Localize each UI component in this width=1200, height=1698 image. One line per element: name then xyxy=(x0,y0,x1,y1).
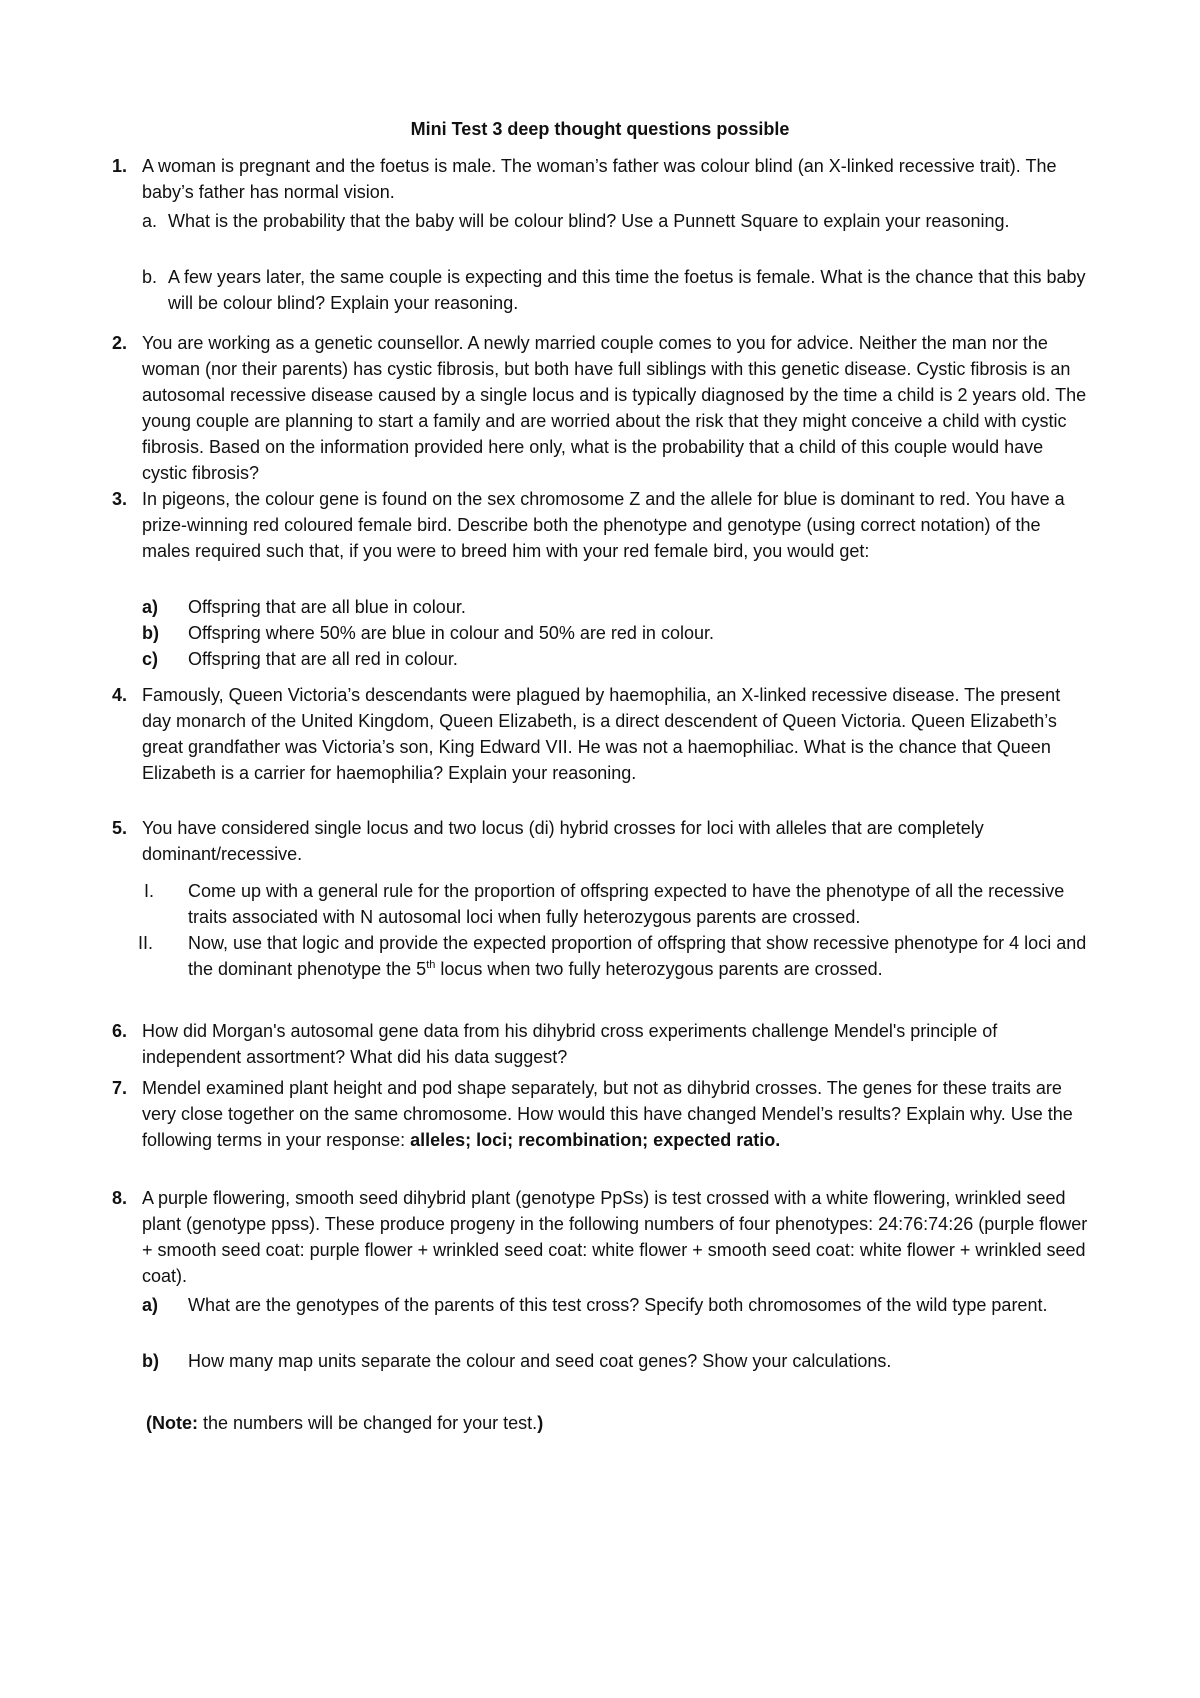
question-number: 2. xyxy=(112,333,128,353)
question-7 xyxy=(0,1075,1200,1153)
question-text-part: Mendel examined plant height and pod shape separately, but not as dihybrid crosses. The genes for these traits are very close together on the same chromosome. How would this have changed Mendel’s results? Explain why. Use the following terms in your response: xyxy=(142,1078,1073,1150)
question-number: 6. xyxy=(112,1021,128,1041)
note-body: the numbers will be changed for your test. xyxy=(198,1413,538,1433)
sub-text: Come up with a general rule for the proportion of offspring expected to have the phenotype of all the recessive traits associated with N autosomal loci when fully heterozygous parents are crossed. xyxy=(188,881,1065,927)
question-number: 7. xyxy=(112,1078,128,1098)
sub-label: b) xyxy=(142,1351,159,1371)
question-3 xyxy=(0,486,1200,564)
sub-text: Offspring that are all red in colour. xyxy=(188,649,458,669)
sub-text: A few years later, the same couple is expecting and this time the foetus is female. What is the chance that this baby will be colour blind? Explain your reasoning. xyxy=(168,267,1086,313)
sub-label: a. xyxy=(142,211,158,231)
question-text: Famously, Queen Victoria’s descendants were plagued by haemophilia, an X-linked recessive disease. The present day monarch of the United Kingdom, Queen Elizabeth, is a direct descendent of Queen Victoria. Queen Elizabeth’s great grandfather was Victoria’s son, King Edward VII. He was not a haemophiliac. What is the chance that Queen Elizabeth is a carrier for haemophilia? Explain your reasoning. xyxy=(142,685,1061,783)
note-close: ) xyxy=(537,1413,544,1433)
note xyxy=(0,1410,1200,1436)
sub-label: b. xyxy=(142,267,158,287)
question-1 xyxy=(0,153,1200,205)
question-3c xyxy=(0,646,1200,672)
key-terms: alleles; loci; recombination; expected ratio. xyxy=(410,1130,781,1150)
note-text xyxy=(146,1410,1200,1436)
question-5-i xyxy=(0,878,1200,930)
sub-label: a) xyxy=(142,1295,159,1315)
sub-text: What is the probability that the baby will be colour blind? Use a Punnett Square to explain your reasoning. xyxy=(168,211,1010,231)
question-6 xyxy=(0,1018,1200,1070)
sub-text: Offspring where 50% are blue in colour and 50% are red in colour. xyxy=(188,623,714,643)
question-3b xyxy=(0,620,1200,646)
question-number: 5. xyxy=(112,818,128,838)
question-text: In pigeons, the colour gene is found on the sex chromosome Z and the allele for blue is dominant to red. You have a prize-winning red coloured female bird. Describe both the phenotype and genotype (using correct notation) of the males required such that, if you were to breed him with your red female bird, you would get: xyxy=(142,489,1065,561)
page-title: Mini Test 3 deep thought questions possible xyxy=(410,119,790,139)
question-number: 4. xyxy=(112,685,128,705)
sub-text: What are the genotypes of the parents of this test cross? Specify both chromosomes of the wild type parent. xyxy=(188,1295,1048,1315)
sub-label: II. xyxy=(138,933,154,953)
sub-label: a) xyxy=(142,597,159,617)
question-4 xyxy=(0,682,1200,786)
question-3a xyxy=(0,594,1200,620)
question-8a xyxy=(0,1292,1200,1318)
question-1a xyxy=(0,208,1200,234)
question-text: You have considered single locus and two locus (di) hybrid crosses for loci with alleles that are completely dominant/recessive. xyxy=(142,818,984,864)
sub-label: c) xyxy=(142,649,159,669)
question-5-ii xyxy=(0,930,1200,982)
question-1b xyxy=(0,264,1200,316)
question-text xyxy=(142,1075,1092,1153)
question-8b xyxy=(0,1348,1200,1374)
question-number: 8. xyxy=(112,1188,128,1208)
note-label: (Note: xyxy=(146,1413,198,1433)
question-text: A purple flowering, smooth seed dihybrid plant (genotype PpSs) is test crossed with a white flowering, wrinkled seed plant (genotype ppss). These produce progeny in the following numbers of four phenotypes: 24:76:74:26 (purple flower + smooth seed coat: purple flower + wrinkled seed coat: white flower + smooth seed coat: white flower + wrinkled seed coat). xyxy=(142,1188,1088,1286)
sub-label: b) xyxy=(142,623,159,643)
question-text: A woman is pregnant and the foetus is male. The woman’s father was colour blind (an X-linked recessive trait). The baby’s father has normal vision. xyxy=(142,156,1057,202)
sub-text: Offspring that are all blue in colour. xyxy=(188,597,466,617)
question-8 xyxy=(0,1185,1200,1289)
sub-text-part: Now, use that logic and provide the expected proportion of offspring that show recessive phenotype for 4 loci and the dominant phenotype the 5 xyxy=(188,933,1087,979)
ordinal-superscript: th xyxy=(426,959,436,971)
question-2 xyxy=(0,330,1200,486)
question-number: 1. xyxy=(112,156,128,176)
question-text: How did Morgan's autosomal gene data from his dihybrid cross experiments challenge Mendel's principle of independent assortment? What did his data suggest? xyxy=(142,1021,998,1067)
sub-text xyxy=(188,930,1088,982)
question-text: You are working as a genetic counsellor. A newly married couple comes to you for advice. Neither the man nor the woman (nor their parents) has cystic fibrosis, but both have full siblings with this genetic disease. Cystic fibrosis is an autosomal recessive disease caused by a single locus and is typically diagnosed by the time a child is 2 years old. The young couple are planning to start a family and are worried about the risk that they might conceive a child with cystic fibrosis. Based on the information provided here only, what is the probability that a child of this couple would have cystic fibrosis? xyxy=(142,333,1087,483)
question-number: 3. xyxy=(112,489,128,509)
sub-label: I. xyxy=(144,881,155,901)
question-5 xyxy=(0,815,1200,867)
sub-text-part: locus when two fully heterozygous parents are crossed. xyxy=(435,959,883,979)
sub-text: How many map units separate the colour and seed coat genes? Show your calculations. xyxy=(188,1351,892,1371)
